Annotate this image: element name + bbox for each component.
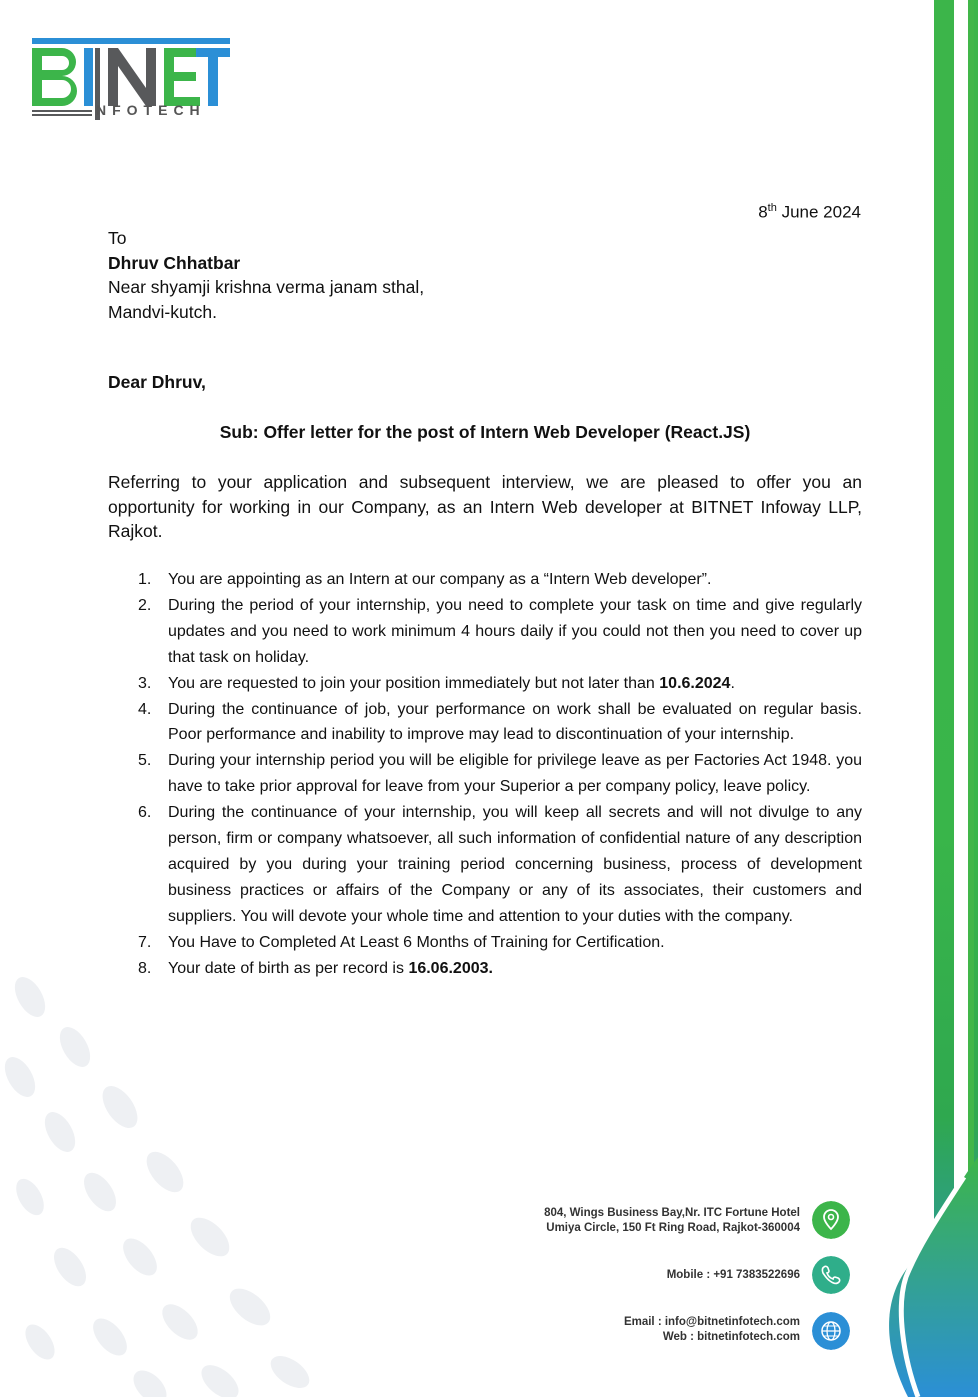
term-item: 4. During the continuance of job, your performance on work shall be evaluated on regular basis. Poor performance and inability to improve may lead to discontinuation of your internship.: [138, 700, 862, 744]
joining-date: 10.6.2024: [659, 674, 731, 692]
salutation: Dear Dhruv,: [108, 372, 206, 392]
globe-icon: [812, 1312, 850, 1350]
location-pin-icon: [812, 1201, 850, 1239]
footer-email-web: [624, 1315, 800, 1345]
footer-mobile: Mobile : +91 7383522696: [666, 1269, 800, 1281]
intro-paragraph: Referring to your application and subsequent interview, we are pleased to offer you an opportunity for working in our Company, as an Intern Web developer at BITNET Infoway LLP, Rajkot.: [108, 472, 862, 541]
date-of-birth: 16.06.2003.: [408, 959, 493, 977]
term-item: 8. Your date of birth as per record is 16.06.2003.: [138, 959, 493, 977]
footer-address: 804, Wings Business Bay,Nr. ITC Fortune Hotel Umiya Circle, 150 Ft Ring Road, Rajkot-360004: [544, 1207, 800, 1234]
terms-list: [108, 567, 862, 982]
corner-wave-decoration: [868, 1157, 978, 1397]
address-line-2: Mandvi-kutch.: [108, 301, 217, 322]
term-item: 7. You Have to Completed At Least 6 Months of Training for Certification.: [138, 933, 665, 951]
corner-dots-decoration: [0, 937, 320, 1397]
term-item: 5. During your internship period you will be eligible for privilege leave as per Factories Act 1948. you have to take prior approval for leave from your Superior a per company policy, leave policy.: [138, 752, 862, 796]
term-item: 1. You are appointing as an Intern at our company as a “Intern Web developer”.: [138, 571, 712, 588]
term-item: 3. You are requested to join your position immediately but not later than 10.6.2024.: [138, 674, 735, 692]
term-item: 2. During the period of your internship, you need to complete your task on time and give regularly updates and you need to work minimum 4 hours daily if you could not then you need to cover up that task on holiday.: [138, 596, 862, 666]
address-line-1: Near shyamji krishna verma janam sthal,: [108, 277, 425, 297]
logo-subtitle: NFOTECH: [96, 102, 206, 118]
letter-date: 8th June 2024: [758, 202, 861, 222]
to-label: To: [108, 228, 127, 248]
recipient-block: [108, 226, 424, 324]
phone-icon: [812, 1256, 850, 1294]
footer-web: Web : bitnetinfotech.com: [662, 1331, 800, 1343]
recipient-name: Dhruv Chhatbar: [108, 252, 241, 273]
subject-line: Sub: Offer letter for the post of Intern Web Developer (React.JS): [219, 422, 751, 442]
term-item: 6. During the continuance of your internship, you will keep all secrets and will not divulge to any person, firm or company whatsoever, all such information of confidential nature of any description acquired by you during your training period concerning business, process of development business practices or affairs of the Company or any of its associates, their customers and suppliers. You will devote your whole time and attention to your duties with the company.: [138, 804, 862, 925]
footer-email: Email : info@bitnetinfotech.com: [623, 1316, 800, 1328]
